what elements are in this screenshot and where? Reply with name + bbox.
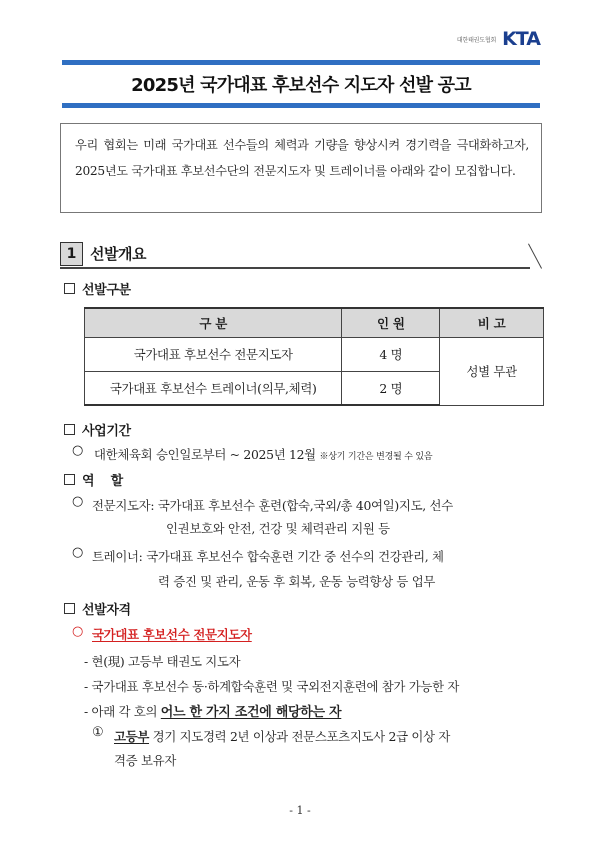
dash-item-text: 아래 각 호의	[91, 704, 158, 719]
checkbox-square-icon	[64, 603, 75, 614]
table-cell-remark: 성별 무관	[440, 337, 544, 405]
period-text	[94, 445, 432, 463]
intro-box: 우리 협회는 미래 국가대표 선수들의 체력과 기량을 향상시켜 경기력을 극대화하고자, 2025년도 국가대표 후보선수단의 전문지도자 및 트레이너를 아래와 같이 모집합니다.	[60, 123, 542, 213]
coach-subheading: 국가대표 후보선수 전문지도자	[92, 627, 252, 642]
circle-bullet-icon: ○	[72, 443, 84, 458]
selection-table	[84, 307, 544, 406]
numbered-item-line2: 격증 보유자	[114, 753, 176, 768]
dash-item: - 국가대표 후보선수 동·하계합숙훈련 및 국외전지훈련에 참가 가능한 자	[84, 679, 460, 694]
checkbox-square-icon	[64, 424, 75, 435]
period-heading: 사업기간	[82, 424, 131, 439]
table-header-remark: 비 고	[440, 308, 544, 337]
circled-number-icon: ①	[92, 725, 104, 740]
table-cell-category: 국가대표 후보선수 전문지도자	[85, 337, 342, 371]
circle-bullet-icon: ○	[72, 624, 84, 639]
table-header-category: 구 분	[85, 308, 342, 337]
section-number: 1	[60, 242, 83, 266]
checkbox-square-icon	[64, 283, 75, 294]
dash-item-text: 현(現) 고등부 태권도 지도자	[91, 654, 241, 669]
roles-heading: 역 할	[82, 474, 123, 489]
title-bar-bottom	[62, 103, 540, 108]
org-name: 대한태권도협회	[456, 36, 497, 44]
title-bar-top	[62, 60, 540, 65]
table-cell-category: 국가대표 후보선수 트레이너(의무,체력)	[85, 371, 342, 405]
section-underline	[60, 267, 530, 269]
section-title: 선발개요	[90, 245, 146, 263]
checkbox-square-icon	[64, 474, 75, 485]
circle-bullet-icon: ○	[72, 545, 84, 560]
period-note: ※상기 기간은 변경될 수 있음	[319, 452, 433, 462]
table-cell-count: 2 명	[342, 371, 440, 405]
numbered-item-label: 고등부	[114, 729, 150, 744]
dash-item: - 현(現) 고등부 태권도 지도자	[84, 654, 241, 669]
period-main: 대한체육회 승인일로부터 ~ 2025년 12월	[94, 447, 316, 462]
table-cell-count: 4 명	[342, 337, 440, 371]
role-item-line2: 력 증진 및 관리, 운동 후 회복, 운동 능력향상 등 업무	[158, 574, 436, 589]
role-item-line1: 전문지도자: 국가대표 후보선수 훈련(합숙,국외/총 40여일)지도, 선수	[92, 498, 453, 513]
dash-item-emphasis: 어느 한 가지 조건에 해당하는 자	[160, 705, 342, 720]
page-number: - 1 -	[289, 804, 311, 817]
page-title: 2025년 국가대표 후보선수 지도자 선발 공고	[131, 75, 471, 96]
role-item-line1: 트레이너: 국가대표 후보선수 합숙훈련 기간 중 선수의 건강관리, 체	[92, 549, 444, 564]
logo-mark: KTA	[502, 28, 540, 50]
dash-item: - 아래 각 호의 어느 한 가지 조건에 해당하는 자	[84, 704, 342, 720]
qualification-subheading	[92, 625, 252, 643]
dash-item-text: 국가대표 후보선수 동·하계합숙훈련 및 국외전지훈련에 참가 가능한 자	[91, 679, 460, 694]
selection-heading: 선발구분	[82, 283, 131, 298]
table-row	[85, 337, 544, 371]
circle-bullet-icon: ○	[72, 494, 84, 509]
numbered-item-line1	[114, 727, 450, 745]
qualification-heading: 선발자격	[82, 603, 131, 618]
role-item-line2: 인권보호와 안전, 건강 및 체력관리 지원 등	[166, 521, 390, 536]
numbered-item-text: 경기 지도경력 2년 이상과 전문스포츠지도사 2급 이상 자	[152, 729, 451, 744]
table-header-count: 인 원	[342, 308, 440, 337]
kta-logo	[457, 28, 540, 50]
section-slash	[528, 243, 542, 268]
table-header-row	[85, 308, 544, 337]
